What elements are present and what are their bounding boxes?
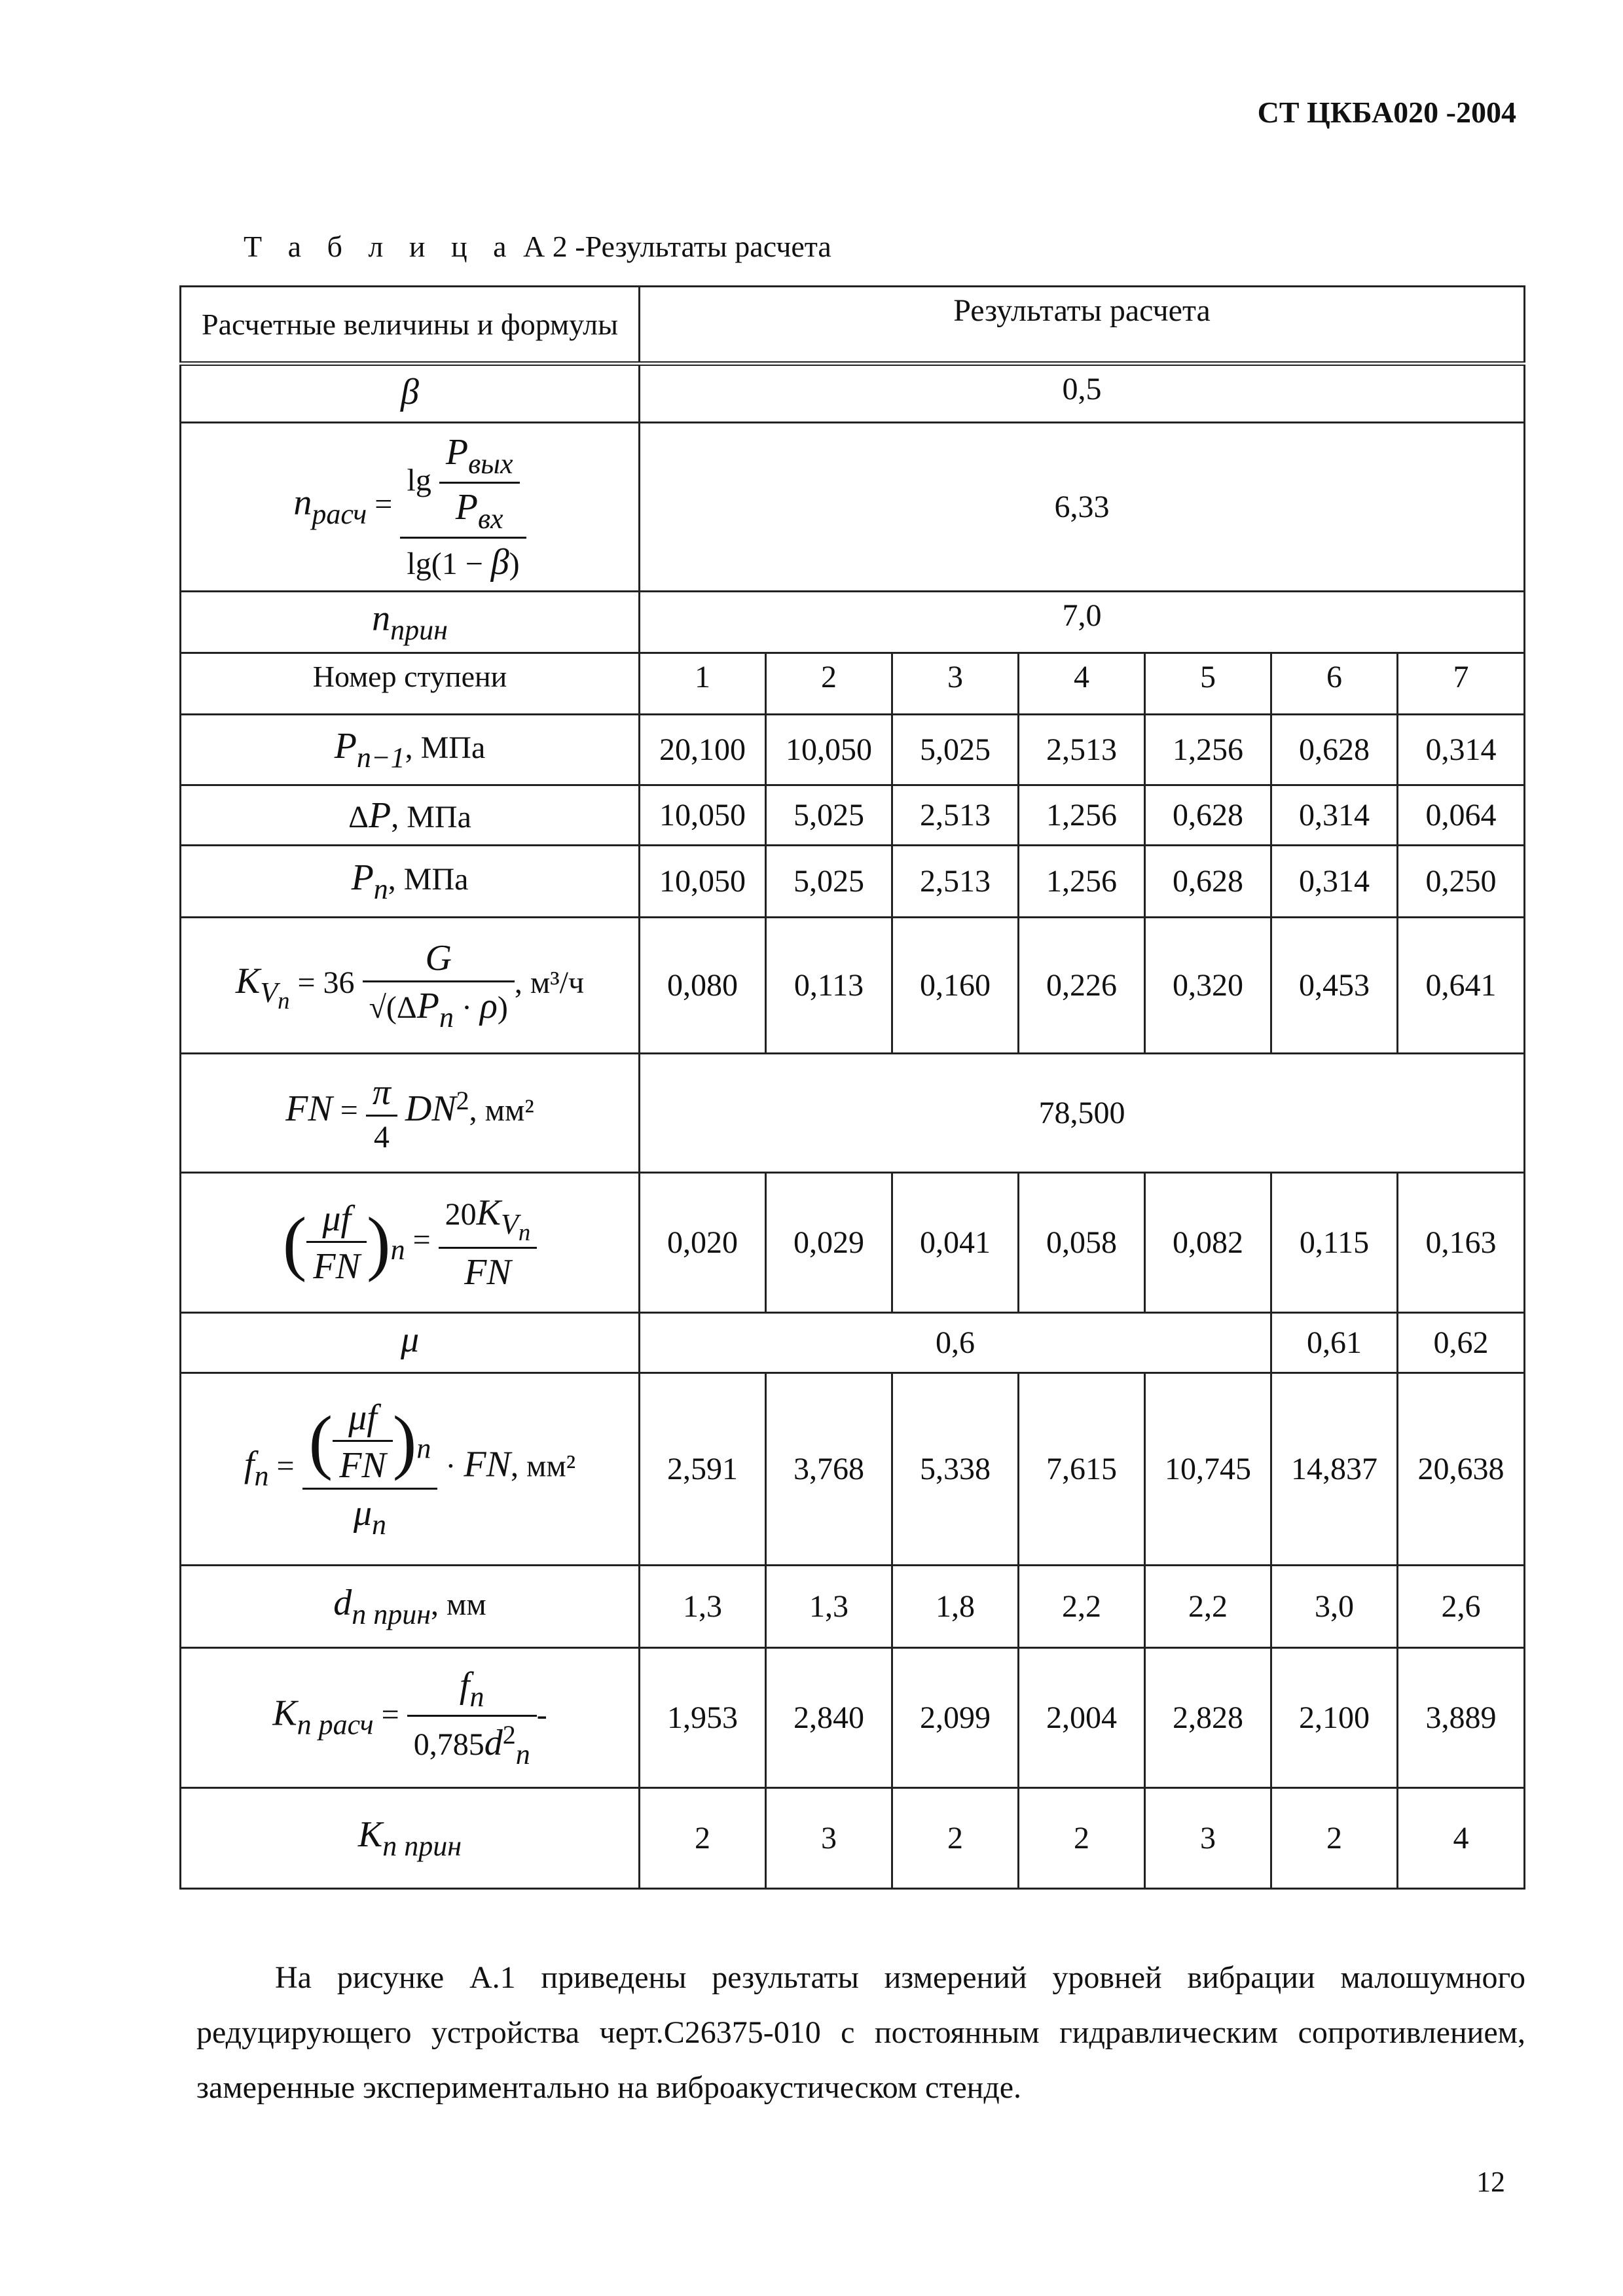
muf-fn-cell: 0,020 — [640, 1173, 766, 1313]
delta-p-formula: ΔP, МПа — [181, 785, 640, 846]
k-calc-cell: 2,828 — [1145, 1648, 1271, 1788]
d-n-formula: dn прин, мм — [181, 1566, 640, 1648]
delta-p-cell: 0,064 — [1398, 785, 1525, 846]
f-n-cell: 7,615 — [1019, 1373, 1145, 1566]
stage-cell: 7 — [1398, 653, 1525, 715]
f-n-cell: 3,768 — [766, 1373, 892, 1566]
f-n-cell: 2,591 — [640, 1373, 766, 1566]
p-prev-cell: 20,100 — [640, 715, 766, 785]
kv-cell: 0,113 — [766, 918, 892, 1054]
p-prev-cell: 0,314 — [1398, 715, 1525, 785]
p-n-cell: 5,025 — [766, 846, 892, 918]
fn-formula: FN = $\frac{\pi}{4}$ $DN^2$, мм² — [181, 1054, 640, 1173]
stage-cell: 6 — [1271, 653, 1398, 715]
kv-cell: 0,080 — [640, 918, 766, 1054]
results-table — [179, 285, 1525, 1890]
p-n-cell: 0,250 — [1398, 846, 1525, 918]
delta-p-cell: 0,628 — [1145, 785, 1271, 846]
d-n-cell: 2,2 — [1019, 1566, 1145, 1648]
row-p-n — [181, 846, 1525, 918]
k-calc-cell: 2,840 — [766, 1648, 892, 1788]
n-prin-formula: nприн — [181, 592, 640, 653]
k-calc-cell: 2,099 — [892, 1648, 1019, 1788]
row-n-calc — [181, 423, 1525, 592]
muf-fn-cell: 0,082 — [1145, 1173, 1271, 1313]
mu-label: μ — [400, 1319, 420, 1360]
header-results: Результаты расчета — [640, 287, 1525, 364]
delta-p-cell: 5,025 — [766, 785, 892, 846]
k-calc-cell: 2,004 — [1019, 1648, 1145, 1788]
stage-cell: 3 — [892, 653, 1019, 715]
d-n-cell: 2,6 — [1398, 1566, 1525, 1648]
caption-text: А 2 -Результаты расчета — [523, 230, 831, 263]
kv-cell: 0,320 — [1145, 918, 1271, 1054]
beta-value: 0,5 — [640, 364, 1525, 423]
kv-cell: 0,226 — [1019, 918, 1145, 1054]
n-calc-value: 6,33 — [640, 423, 1525, 592]
row-beta — [181, 364, 1525, 423]
k-calc-cell: 2,100 — [1271, 1648, 1398, 1788]
k-calc-cell: 1,953 — [640, 1648, 766, 1788]
delta-p-cell: 10,050 — [640, 785, 766, 846]
row-kv — [181, 918, 1525, 1054]
fn-value: 78,500 — [640, 1054, 1525, 1173]
row-f-n — [181, 1373, 1525, 1566]
k-prin-cell: 3 — [766, 1788, 892, 1889]
k-prin-cell: 2 — [640, 1788, 766, 1889]
kv-cell: 0,641 — [1398, 918, 1525, 1054]
d-n-cell: 1,3 — [766, 1566, 892, 1648]
k-prin-cell: 3 — [1145, 1788, 1271, 1889]
header-formulas: Расчетные величины и формулы — [181, 287, 640, 364]
p-prev-formula: Pn−1, МПа — [181, 715, 640, 785]
delta-p-cell: 2,513 — [892, 785, 1019, 846]
k-prin-formula: Kn прин — [181, 1788, 640, 1889]
row-muf-fn — [181, 1173, 1525, 1313]
p-n-formula: Pn, МПа — [181, 846, 640, 918]
body-paragraph — [196, 1950, 1525, 2115]
f-n-cell: 10,745 — [1145, 1373, 1271, 1566]
muf-fn-formula: ( $\frac{\mu f}{FN}$ )n = $\frac{20KV_n}{FN}$ — [181, 1173, 640, 1313]
p-n-cell: 2,513 — [892, 846, 1019, 918]
p-n-cell: 0,314 — [1271, 846, 1398, 918]
f-n-cell: 14,837 — [1271, 1373, 1398, 1566]
row-d-n — [181, 1566, 1525, 1648]
stage-label: Номер ступени — [181, 653, 640, 715]
stage-cell: 2 — [766, 653, 892, 715]
header-row — [181, 287, 1525, 364]
row-fn — [181, 1054, 1525, 1173]
kv-formula: $KV_n = 36$ $\frac{G}{\text{√(ΔPn · ρ)}}$ , м³/ч — [181, 918, 640, 1054]
paragraph-text: На рисунке А.1 приведены результаты измерений уровней вибрации малошумного редуцирующего устройства черт.С26375-010 с постоянным гидравлическим сопротивлением, замеренные экспериментально на виброакустическом стенде. — [196, 1960, 1525, 2105]
p-n-cell: 10,050 — [640, 846, 766, 918]
mu-value-6: 0,61 — [1271, 1313, 1398, 1373]
stage-cell: 1 — [640, 653, 766, 715]
k-prin-cell: 2 — [1271, 1788, 1398, 1889]
k-calc-cell: 3,889 — [1398, 1648, 1525, 1788]
p-prev-cell: 0,628 — [1271, 715, 1398, 785]
p-prev-cell: 2,513 — [1019, 715, 1145, 785]
stage-cell: 5 — [1145, 653, 1271, 715]
mu-value-merged: 0,6 — [640, 1313, 1271, 1373]
table-caption — [244, 229, 831, 264]
row-k-prin — [181, 1788, 1525, 1889]
k-prin-cell: 2 — [1019, 1788, 1145, 1889]
row-stage — [181, 653, 1525, 715]
k-prin-cell: 2 — [892, 1788, 1019, 1889]
p-n-cell: 1,256 — [1019, 846, 1145, 918]
row-mu — [181, 1313, 1525, 1373]
d-n-cell: 1,8 — [892, 1566, 1019, 1648]
muf-fn-cell: 0,163 — [1398, 1173, 1525, 1313]
n-prin-value: 7,0 — [640, 592, 1525, 653]
p-prev-cell: 10,050 — [766, 715, 892, 785]
d-n-cell: 1,3 — [640, 1566, 766, 1648]
mu-value-7: 0,62 — [1398, 1313, 1525, 1373]
page-number: 12 — [1476, 2166, 1505, 2198]
k-prin-cell: 4 — [1398, 1788, 1525, 1889]
row-k-calc — [181, 1648, 1525, 1788]
row-p-prev — [181, 715, 1525, 785]
delta-p-cell: 0,314 — [1271, 785, 1398, 846]
stage-cell: 4 — [1019, 653, 1145, 715]
row-delta-p — [181, 785, 1525, 846]
d-n-cell: 2,2 — [1145, 1566, 1271, 1648]
muf-fn-cell: 0,058 — [1019, 1173, 1145, 1313]
p-prev-cell: 5,025 — [892, 715, 1019, 785]
row-n-prin — [181, 592, 1525, 653]
beta-label: β — [401, 372, 419, 412]
delta-p-cell: 1,256 — [1019, 785, 1145, 846]
document-code: СТ ЦКБА020 -2004 — [1257, 96, 1516, 129]
k-calc-formula: Kn расч = $\frac{fn}{0,785d^2n}$ - — [181, 1648, 640, 1788]
muf-fn-cell: 0,041 — [892, 1173, 1019, 1313]
f-n-cell: 20,638 — [1398, 1373, 1525, 1566]
f-n-cell: 5,338 — [892, 1373, 1019, 1566]
p-n-cell: 0,628 — [1145, 846, 1271, 918]
muf-fn-cell: 0,029 — [766, 1173, 892, 1313]
n-calc-formula: nрасч = lg $\frac{\text{Pвых}}{\text{Pвх}}$ lg(1 − β) — [181, 423, 640, 592]
muf-fn-cell: 0,115 — [1271, 1173, 1398, 1313]
p-prev-cell: 1,256 — [1145, 715, 1271, 785]
kv-cell: 0,453 — [1271, 918, 1398, 1054]
caption-label: Т а б л и ц а — [244, 230, 516, 263]
kv-cell: 0,160 — [892, 918, 1019, 1054]
f-n-formula: fn = ( $\frac{\mu f}{FN}$ )n μn · FN, мм² — [181, 1373, 640, 1566]
d-n-cell: 3,0 — [1271, 1566, 1398, 1648]
